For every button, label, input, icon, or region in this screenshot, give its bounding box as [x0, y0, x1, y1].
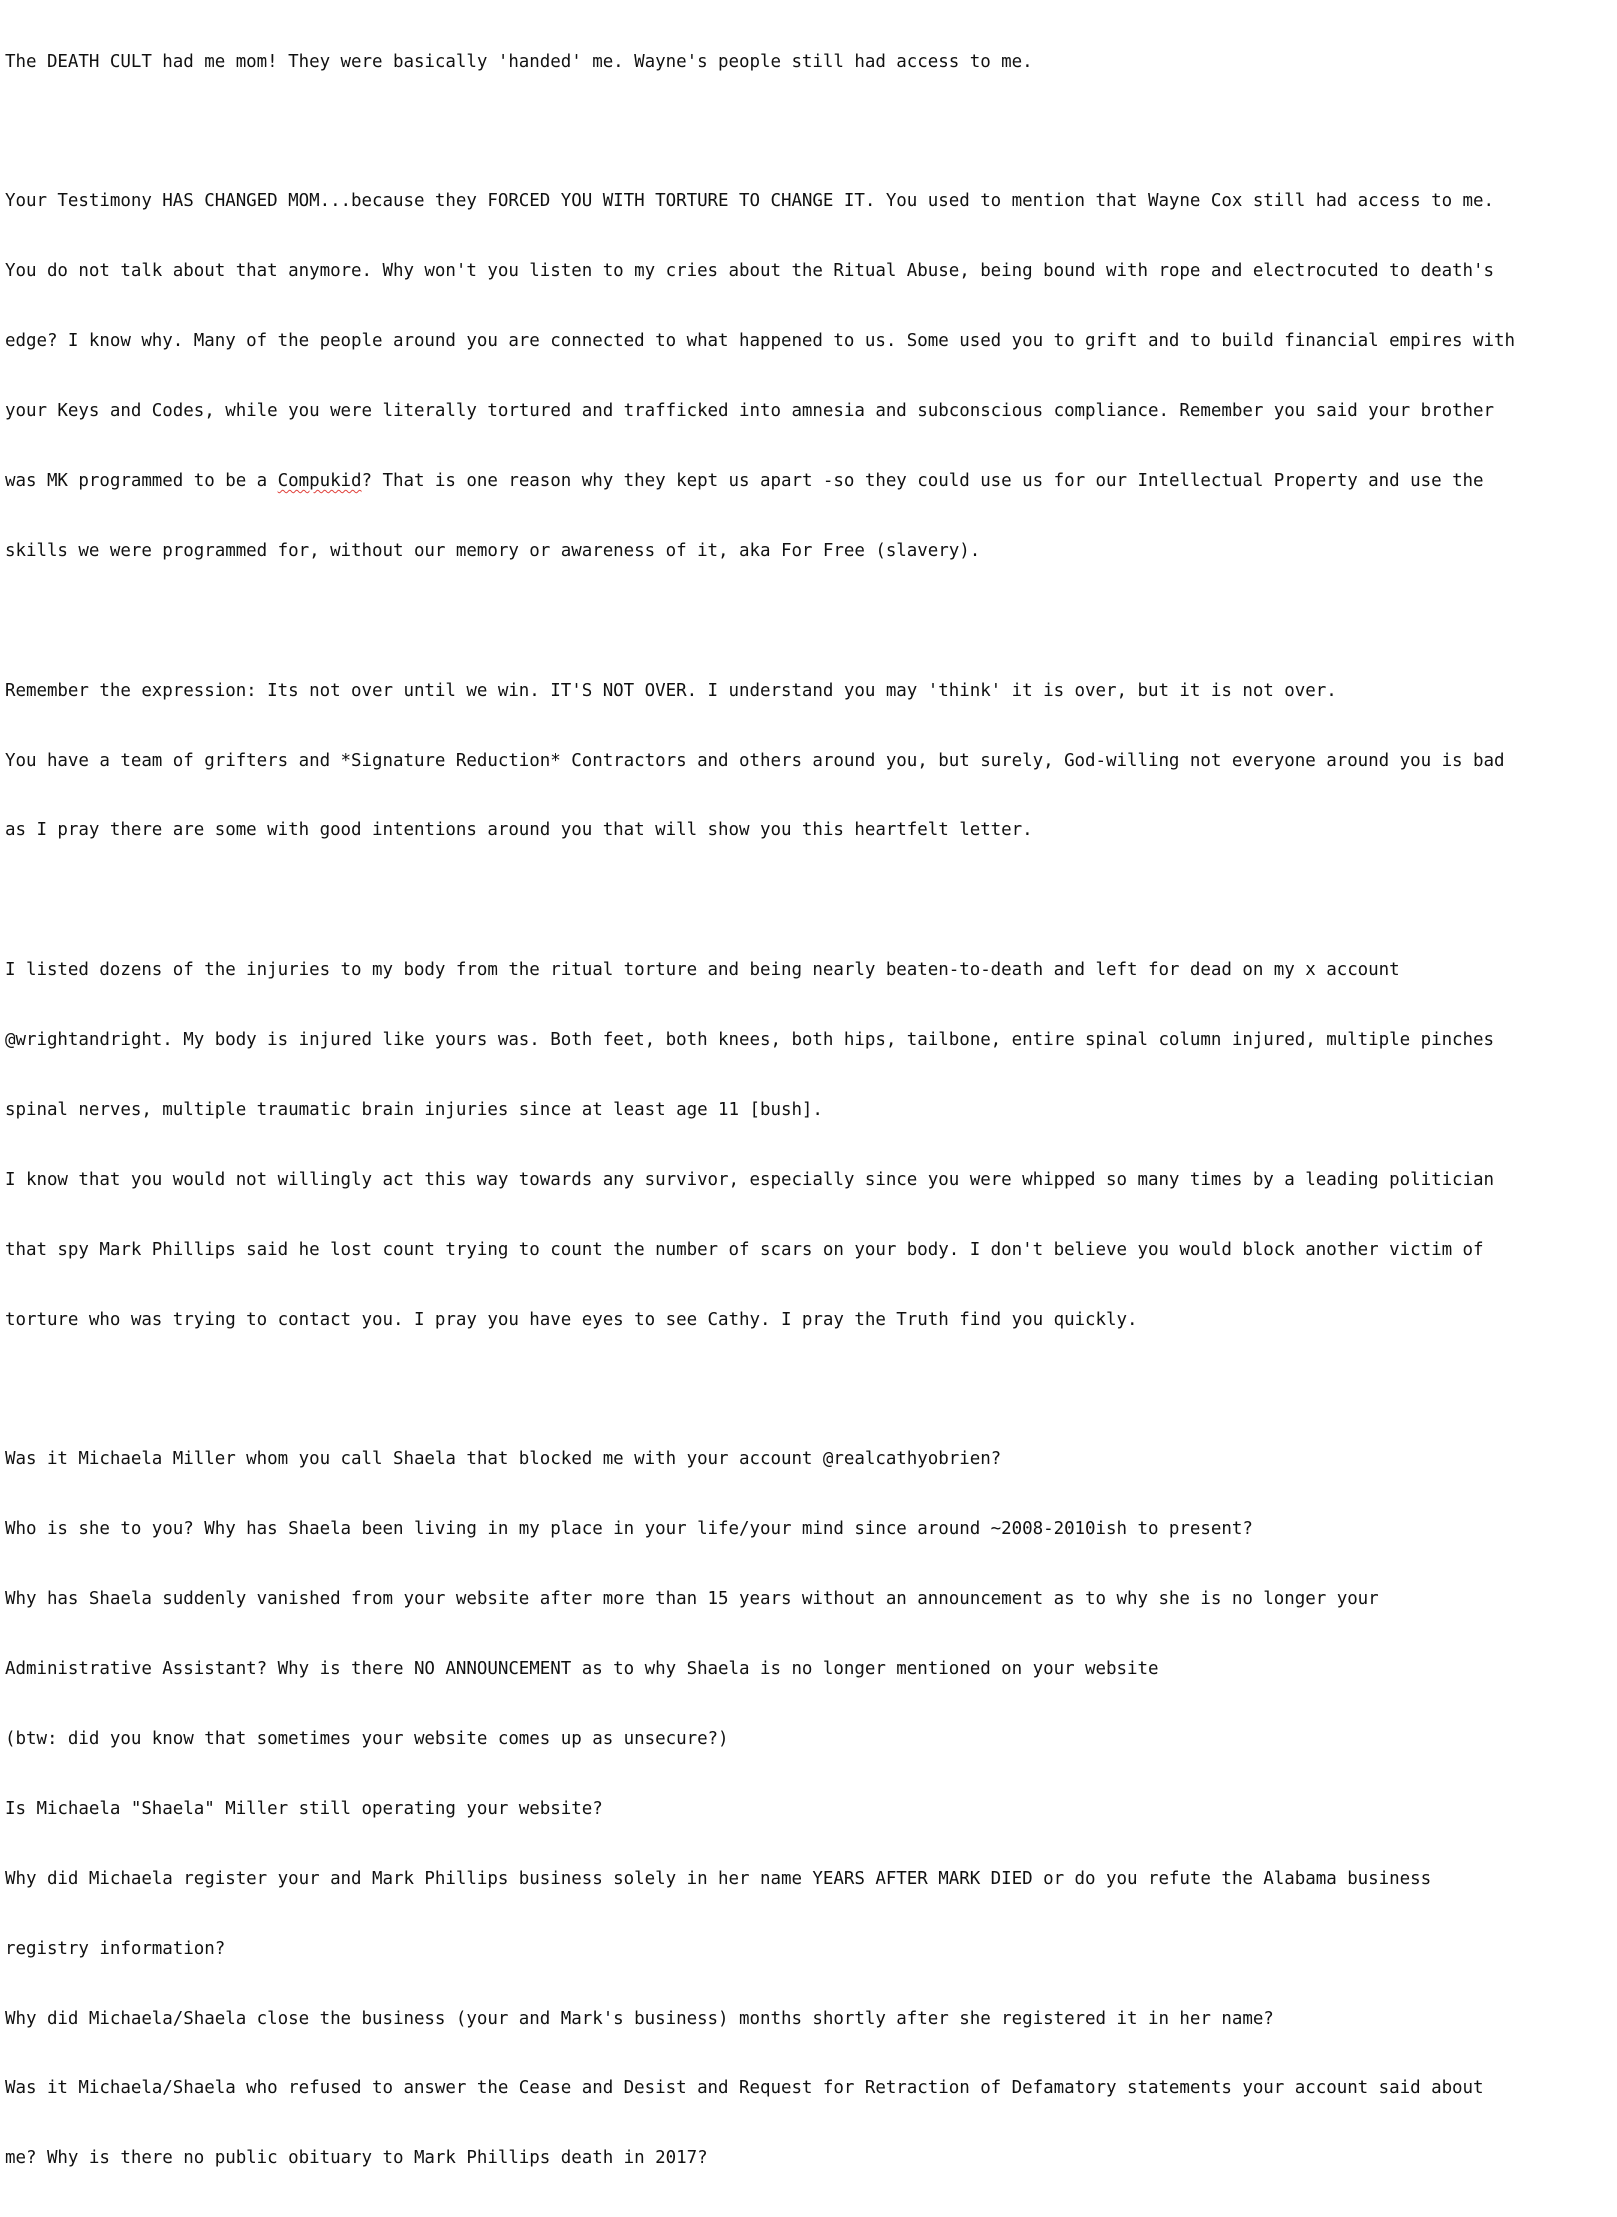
text-line: spinal nerves, multiple traumatic brain injuries since at least age 11 [bush]. [5, 1099, 823, 1120]
text-line: as I pray there are some with good intentions around you that will show you this heartfelt letter. [5, 820, 1033, 841]
text-line: Your Testimony HAS CHANGED MOM...because they FORCED YOU WITH TORTURE TO CHANGE IT. You used to mention that Wayne Cox still had access to me. [5, 191, 1494, 212]
text-line: The DEATH CULT had me mom! They were basically 'handed' me. Wayne's people still had access to me. [5, 51, 1033, 72]
text-line: (btw: did you know that sometimes your website comes up as unsecure?) [5, 1728, 729, 1749]
text-line: edge? I know why. Many of the people around you are connected to what happened to us. Some used you to grift and to build financial empires with [5, 331, 1515, 352]
text-line: Was it Michaela Miller whom you call Shaela that blocked me with your account @realcathyobrien? [5, 1449, 1002, 1470]
text-line: skills we were programmed for, without our memory or awareness of it, aka For Free (slavery). [5, 540, 981, 561]
misspelled-word[interactable]: Compukid [277, 470, 362, 491]
text-line: Remember the expression: Its not over until we win. IT'S NOT OVER. I understand you may 'think' it is over, but it is not over. [5, 680, 1337, 701]
text-line: I listed dozens of the injuries to my body from the ritual torture and being nearly beaten-to-death and left for dead on my x account [5, 960, 1400, 981]
text-fragment: was MK programmed to be a [5, 470, 278, 491]
text-line: Why has Shaela suddenly vanished from your website after more than 15 years without an announcement as to why she is no longer your [5, 1589, 1379, 1610]
text-line: Why did Michaela/Shaela close the business (your and Mark's business) months shortly after she registered it in her name? [5, 2008, 1274, 2029]
text-line: Why did Michaela register your and Mark Phillips business solely in her name YEARS AFTER MARK DIED or do you refute the Alabama business [5, 1868, 1432, 1889]
text-line: You do not talk about that anymore. Why won't you listen to my cries about the Ritual Abuse, being bound with rope and electrocuted to death's [5, 261, 1494, 282]
text-line: I know that you would not willingly act this way towards any survivor, especially since you were whipped so many times by a leading politician [5, 1169, 1494, 1190]
text-fragment: ? That is one reason why they kept us apart -so they could use us for our Intellectual Property and use the [361, 470, 1484, 491]
text-line: @wrightandright. My body is injured like yours was. Both feet, both knees, both hips, tailbone, entire spinal column injured, multiple pinches [5, 1030, 1494, 1051]
text-line: You have a team of grifters and *Signature Reduction* Contractors and others around you, but surely, God-willing not everyone around you is bad [5, 750, 1505, 771]
blank-line [5, 120, 1617, 143]
blank-line [5, 1379, 1617, 1402]
text-line: Is Michaela "Shaela" Miller still operating your website? [5, 1798, 603, 1819]
text-line: torture who was trying to contact you. I pray you have eyes to see Cathy. I pray the Truth find you quickly. [5, 1309, 1138, 1330]
text-line-with-misspelling [5, 470, 1617, 493]
text-line: registry information? [5, 1938, 226, 1959]
text-line: your Keys and Codes, while you were literally tortured and trafficked into amnesia and subconscious compliance. Remember you said your brother [5, 401, 1494, 422]
text-line: Administrative Assistant? Why is there NO ANNOUNCEMENT as to why Shaela is no longer mentioned on your website [5, 1659, 1159, 1680]
blank-line [5, 610, 1617, 633]
blank-line [5, 889, 1617, 912]
text-line: me? Why is there no public obituary to Mark Phillips death in 2017? [5, 2148, 708, 2169]
text-line: Who is she to you? Why has Shaela been living in my place in your life/your mind since around ~2008-2010ish to present? [5, 1519, 1253, 1540]
text-line: Was it Michaela/Shaela who refused to answer the Cease and Desist and Request for Retraction of Defamatory statements your account said about [5, 2078, 1484, 2099]
text-line: that spy Mark Phillips said he lost count trying to count the number of scars on your body. I don't believe you would block another victim of [5, 1239, 1484, 1260]
